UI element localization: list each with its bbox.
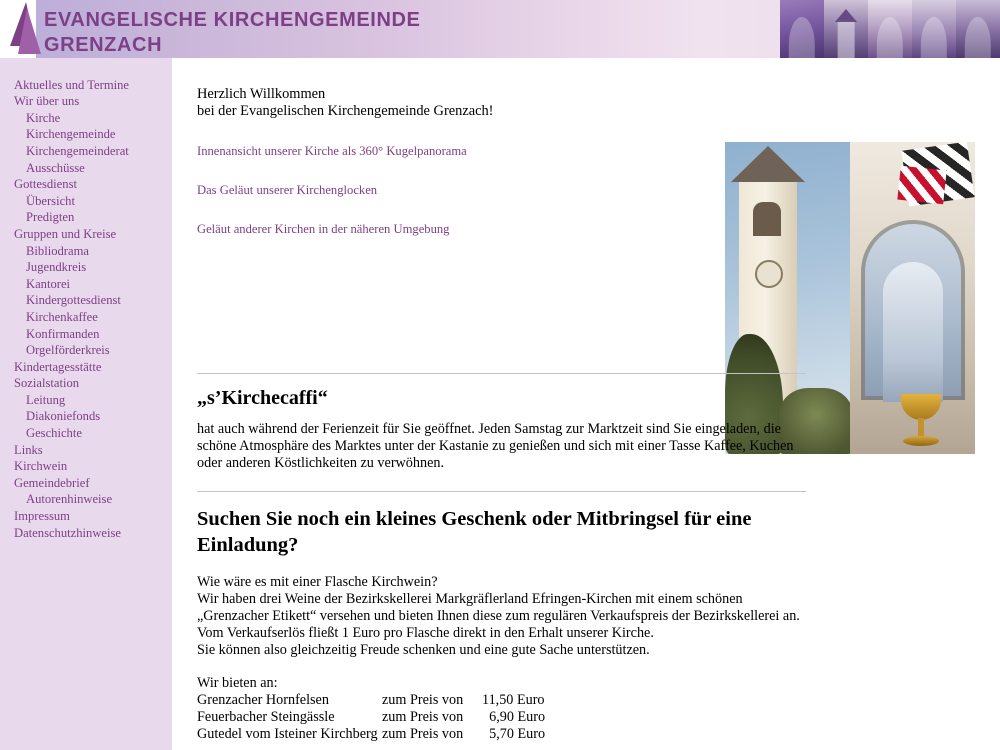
sidebar-item-leitung[interactable]: Leitung xyxy=(26,392,66,407)
sidebar-item-links[interactable]: Links xyxy=(14,442,43,457)
sidebar-item-kirche[interactable]: Kirche xyxy=(26,110,61,125)
site-title-line2: GRENZACH xyxy=(44,34,163,56)
offer-row-3 xyxy=(197,726,830,743)
link-church-bells[interactable]: Das Geläut unserer Kirchenglocken xyxy=(197,183,378,197)
kirchecaffi-text: hat auch während der Ferienzeit für Sie geöffnet. Jeden Samstag zur Marktzeit sind Sie eingeladen, die schöne Atmosphäre des Marktes unter der Kastanie zu genießen und sich mit einer Tasse Kaffee, Kuchen oder anderen Köstlichkeiten zu verwöhnen. xyxy=(197,421,794,472)
sidebar-item-kirchenkaffee[interactable]: Kirchenkaffee xyxy=(26,309,98,324)
sidebar-item-gruppen-und-kreise[interactable]: Gruppen und Kreise xyxy=(14,226,117,241)
offer-price-label-1: zum Preis von xyxy=(382,691,464,708)
sidebar-item-gemeindebrief[interactable]: Gemeindebrief xyxy=(14,475,90,490)
welcome-line-2: bei der Evangelischen Kirchengemeinde Grenzach! xyxy=(197,103,494,119)
sidebar-item-jugendkreis[interactable]: Jugendkreis xyxy=(26,260,87,275)
header-photo-1 xyxy=(780,0,824,58)
offer-intro: Wir bieten an: xyxy=(197,674,278,691)
gift-paragraph xyxy=(197,574,802,660)
sidebar-item-aktuelles-und-termine[interactable]: Aktuelles und Termine xyxy=(14,77,130,92)
offer-price-3: 5,70 Euro xyxy=(482,726,546,743)
content-column xyxy=(197,86,830,743)
welcome-line-1: Herzlich Willkommen xyxy=(197,86,326,102)
sidebar-item-autorenhinweise[interactable]: Autorenhinweise xyxy=(26,492,113,507)
sidebar xyxy=(0,58,172,750)
sidebar-item-predigten[interactable]: Predigten xyxy=(26,210,75,225)
header-photo-strip xyxy=(780,0,1000,58)
welcome-text xyxy=(197,86,830,120)
sidebar-item-datenschutzhinweise[interactable]: Datenschutzhinweise xyxy=(14,525,122,540)
sidebar-item-geschichte[interactable]: Geschichte xyxy=(26,426,82,441)
header-photo-3 xyxy=(868,0,912,58)
link-360-panorama[interactable]: Innenansicht unserer Kirche als 360° Kugelpanorama xyxy=(197,144,467,158)
sidebar-item-orgelfoerderkreis[interactable]: Orgelförderkreis xyxy=(26,343,110,358)
offer-price-label-2: zum Preis von xyxy=(382,709,464,726)
sidebar-item-sozialstation[interactable]: Sozialstation xyxy=(14,376,80,391)
sidebar-item-konfirmanden[interactable]: Konfirmanden xyxy=(26,326,100,341)
sidebar-item-gottesdienst[interactable]: Gottesdienst xyxy=(14,177,77,192)
header-photo-4 xyxy=(912,0,956,58)
gift-line-2: Wir haben drei Weine der Bezirkskellerei Markgräflerland Efringen-Kirchen mit einem schönen „Grenzacher Etikett“ versehen und bieten Ihnen diese zum regulären Verkaufspreis der Bezirkskellerei an. Vom Verkaufserlös fließt 1 Euro pro Flasche direkt in den Erhalt unserer Kirche. xyxy=(197,590,800,642)
sidebar-item-kirchwein[interactable]: Kirchwein xyxy=(14,459,68,474)
sidebar-item-kindertagesstaette[interactable]: Kindertagesstätte xyxy=(14,359,102,374)
sidebar-item-impressum[interactable]: Impressum xyxy=(14,509,70,524)
sidebar-item-kindergottesdienst[interactable]: Kindergottesdienst xyxy=(26,293,121,308)
kirchecaffi-heading: „s’Kirchecaffi“ xyxy=(197,387,328,409)
sidebar-item-diakoniefonds[interactable]: Diakoniefonds xyxy=(26,409,101,424)
sidebar-item-kirchengemeinderat[interactable]: Kirchengemeinderat xyxy=(26,143,129,158)
site-header xyxy=(0,0,1000,58)
offer-name-1: Grenzacher Hornfelsen xyxy=(197,691,329,708)
link-other-church-bells[interactable]: Geläut anderer Kirchen in der näheren Umgebung xyxy=(197,222,450,236)
offer-price-1: 11,50 Euro xyxy=(482,691,545,708)
offer-name-3: Gutedel vom Isteiner Kirchberg xyxy=(197,726,378,743)
sidebar-item-bibliodrama[interactable]: Bibliodrama xyxy=(26,243,89,258)
offer-row-1 xyxy=(197,692,830,709)
gift-line-1: Wie wäre es mit einer Flasche Kirchwein? xyxy=(197,573,438,590)
divider-1 xyxy=(197,373,806,374)
church-logo-icon xyxy=(4,2,44,56)
offer-price-2: 6,90 Euro xyxy=(482,709,546,726)
header-photo-2 xyxy=(824,0,868,58)
offer-row-2 xyxy=(197,709,830,726)
offer-name-2: Feuerbacher Steingässle xyxy=(197,709,335,726)
gift-heading: Suchen Sie noch ein kleines Geschenk oder Mitbringsel für eine Einladung? xyxy=(197,507,752,556)
gift-line-3: Sie können also gleichzeitig Freude schenken und eine gute Sache unterstützen. xyxy=(197,642,650,659)
header-photo-5 xyxy=(956,0,1000,58)
divider-2 xyxy=(197,491,806,492)
offer-price-label-3: zum Preis von xyxy=(382,726,464,743)
main-content xyxy=(172,58,1000,750)
sidebar-item-uebersicht[interactable]: Übersicht xyxy=(26,193,75,208)
sidebar-nav xyxy=(0,58,172,542)
sidebar-item-ausschuesse[interactable]: Ausschüsse xyxy=(26,160,85,175)
sidebar-item-wir-ueber-uns[interactable]: Wir über uns xyxy=(14,94,80,109)
sidebar-item-kantorei[interactable]: Kantorei xyxy=(26,276,71,291)
sidebar-item-kirchengemeinde[interactable]: Kirchengemeinde xyxy=(26,127,116,142)
site-title xyxy=(44,8,420,58)
site-title-line1: EVANGELISCHE KIRCHENGEMEINDE xyxy=(44,9,421,31)
